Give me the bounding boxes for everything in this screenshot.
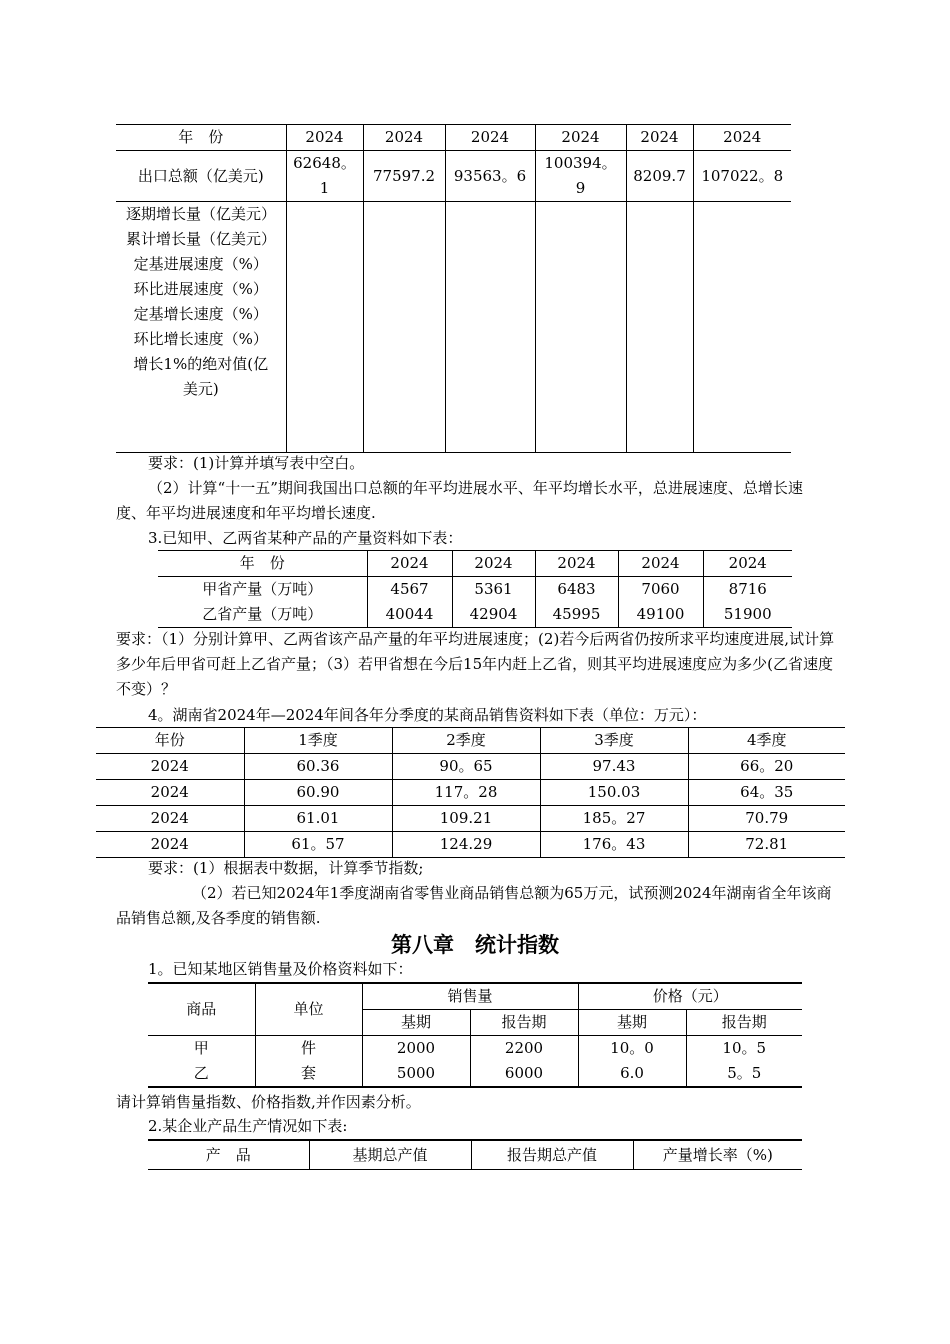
header-cell: 年份 xyxy=(96,728,244,754)
table-cell: 45995 xyxy=(535,602,618,628)
requirement-2: （2）计算“十一五”期间我国出口总额的年平均进展水平、年平均增长水平，总进展速度、总增长速度、年平均进展速度和年平均增长速度. xyxy=(116,479,803,522)
row-label: 定基增长速度（%） xyxy=(133,305,268,323)
table-cell: 97.43 xyxy=(540,754,688,780)
table-cell: 4567 xyxy=(367,577,452,603)
table-cell: 61。57 xyxy=(244,832,392,858)
table-row xyxy=(148,1061,802,1087)
requirement-1: 要求：(1)计算并填写表中空白。 xyxy=(148,454,365,472)
table-cell: 5361 xyxy=(452,577,535,603)
header-cell: 基期 xyxy=(362,1010,470,1036)
header-cell: 年 份 xyxy=(116,125,286,151)
table-cell: 2024 xyxy=(96,806,244,832)
table-cell: 2200 xyxy=(470,1036,578,1062)
table-cell: 109.21 xyxy=(392,806,540,832)
quarterly-sales-table xyxy=(96,727,845,858)
table-cell: 51900 xyxy=(703,602,792,628)
header-cell: 4季度 xyxy=(688,728,845,754)
header-cell: 销售量 xyxy=(362,983,578,1010)
header-cell: 基期 xyxy=(578,1010,686,1036)
header-cell: 2024 xyxy=(703,551,792,577)
row-label: 环比增长速度（%） xyxy=(133,330,268,348)
table-cell: 42904 xyxy=(452,602,535,628)
header-cell: 3季度 xyxy=(540,728,688,754)
table-cell: 107022。8 xyxy=(693,151,791,202)
table-cell: 2024 xyxy=(96,832,244,858)
question-3: 3.已知甲、乙两省某种产品的产量资料如下表： xyxy=(148,529,463,547)
row-label: 定基进展速度（%） xyxy=(133,255,268,273)
table-row xyxy=(96,806,845,832)
table-row xyxy=(96,780,845,806)
table-cell: 10。5 xyxy=(686,1036,802,1062)
table-cell: 117。28 xyxy=(392,780,540,806)
header-cell: 1季度 xyxy=(244,728,392,754)
table-cell: 40044 xyxy=(367,602,452,628)
header-cell: 价格（元） xyxy=(578,983,802,1010)
header-cell: 2024 xyxy=(626,125,693,151)
question-ch8-2: 2.某企业产品生产情况如下表: xyxy=(148,1117,348,1135)
question-ch8-1: 1。已知某地区销售量及价格资料如下： xyxy=(148,960,413,978)
table-cell: 150.03 xyxy=(540,780,688,806)
blank-cell xyxy=(535,202,626,453)
table-cell: 7060 xyxy=(618,577,703,603)
table-cell: 8716 xyxy=(703,577,792,603)
header-cell: 2季度 xyxy=(392,728,540,754)
header-cell: 报告期 xyxy=(470,1010,578,1036)
table-cell: 套 xyxy=(255,1061,362,1087)
table-cell: 2024 xyxy=(96,780,244,806)
table-cell: 6.0 xyxy=(578,1061,686,1087)
header-cell: 报告期总产值 xyxy=(471,1140,633,1170)
row-label: 逐期增长量（亿美元） xyxy=(126,205,277,223)
requirement-5: （2）若已知2024年1季度湖南省零售业商品销售总额为65万元，试预测2024年湖南省全年该商品销售总额,及各季度的销售额. xyxy=(116,884,832,927)
table-cell: 77597.2 xyxy=(363,151,445,202)
table-cell: 60.90 xyxy=(244,780,392,806)
header-cell: 单位 xyxy=(255,983,362,1036)
table-cell: 72.81 xyxy=(688,832,845,858)
header-cell: 报告期 xyxy=(686,1010,802,1036)
header-cell: 2024 xyxy=(452,551,535,577)
chapter-title: 第八章 统计指数 xyxy=(391,933,559,957)
table-cell: 176。43 xyxy=(540,832,688,858)
header-cell: 2024 xyxy=(618,551,703,577)
question-4: 4。湖南省2024年—2024年间各年分季度的某商品销售资料如下表（单位：万元）： xyxy=(148,706,707,724)
table-row xyxy=(158,577,792,603)
header-cell: 产 品 xyxy=(148,1140,309,1170)
requirement-3: 要求：（1）分别计算甲、乙两省该产品产量的年平均进展速度；(2)若今后两省仍按所求平均速度进展,试计算多少年后甲省可赶上乙省产量；（3）若甲省想在今后15年内赶上乙省，则其平均进展速度应为多少(乙省速度不变）？ xyxy=(116,630,835,698)
row-label: 乙省产量（万吨） xyxy=(158,602,367,628)
table-row xyxy=(96,728,845,754)
table-cell: 2024 xyxy=(96,754,244,780)
table-cell: 62648。1 xyxy=(286,151,363,202)
header-cell: 2024 xyxy=(363,125,445,151)
blank-cell xyxy=(286,202,363,453)
table-row xyxy=(158,551,792,577)
table-row xyxy=(116,125,791,151)
table-cell: 5000 xyxy=(362,1061,470,1087)
province-output-table xyxy=(158,550,792,628)
export-table xyxy=(116,124,791,453)
header-cell: 基期总产值 xyxy=(309,1140,471,1170)
header-cell: 2024 xyxy=(367,551,452,577)
header-cell: 2024 xyxy=(535,551,618,577)
sales-price-table xyxy=(148,982,802,1088)
table-cell: 70.79 xyxy=(688,806,845,832)
header-cell: 2024 xyxy=(693,125,791,151)
table-cell: 93563。6 xyxy=(445,151,535,202)
table-cell: 124.29 xyxy=(392,832,540,858)
header-cell: 2024 xyxy=(445,125,535,151)
row-label: 出口总额（亿美元) xyxy=(116,151,286,202)
table-cell: 5。5 xyxy=(686,1061,802,1087)
table-row xyxy=(96,832,845,858)
row-label: 增长1%的绝对值(亿美元) xyxy=(133,355,269,398)
header-cell: 2024 xyxy=(286,125,363,151)
requirement-6: 请计算销售量指数、价格指数,并作因素分析。 xyxy=(116,1093,421,1111)
header-cell: 商品 xyxy=(148,983,255,1036)
blank-cell xyxy=(445,202,535,453)
row-label: 甲省产量（万吨） xyxy=(202,580,323,598)
table-cell: 6000 xyxy=(470,1061,578,1087)
table-cell: 6483 xyxy=(535,577,618,603)
table-cell: 件 xyxy=(255,1036,362,1062)
table-cell: 66。20 xyxy=(688,754,845,780)
header-cell: 2024 xyxy=(535,125,626,151)
table-cell: 100394。9 xyxy=(535,151,626,202)
table-cell: 甲 xyxy=(193,1039,209,1057)
table-cell: 49100 xyxy=(618,602,703,628)
table-cell: 61.01 xyxy=(244,806,392,832)
blank-cell xyxy=(363,202,445,453)
table-cell: 2000 xyxy=(362,1036,470,1062)
table-cell: 乙 xyxy=(148,1061,255,1087)
blank-cell xyxy=(693,202,791,453)
requirement-4: 要求：(1）根据表中数据，计算季节指数; xyxy=(148,859,424,877)
table-row xyxy=(148,1036,802,1062)
row-label: 累计增长量（亿美元） xyxy=(126,230,277,248)
blank-cell xyxy=(626,202,693,453)
production-table xyxy=(148,1139,802,1170)
table-cell: 8209.7 xyxy=(626,151,693,202)
row-labels-cell xyxy=(116,202,286,453)
table-cell: 90。65 xyxy=(392,754,540,780)
table-cell: 60.36 xyxy=(244,754,392,780)
table-row xyxy=(148,983,802,1010)
table-cell: 10。0 xyxy=(578,1036,686,1062)
table-row xyxy=(116,151,791,202)
header-cell: 年 份 xyxy=(158,551,367,577)
table-cell: 185。27 xyxy=(540,806,688,832)
table-row xyxy=(148,1140,802,1170)
table-row xyxy=(158,602,792,628)
table-cell: 64。35 xyxy=(688,780,845,806)
row-label: 环比进展速度（%） xyxy=(133,280,268,298)
table-row xyxy=(116,202,791,453)
table-row xyxy=(96,754,845,780)
header-cell: 产量增长率（%) xyxy=(633,1140,802,1170)
